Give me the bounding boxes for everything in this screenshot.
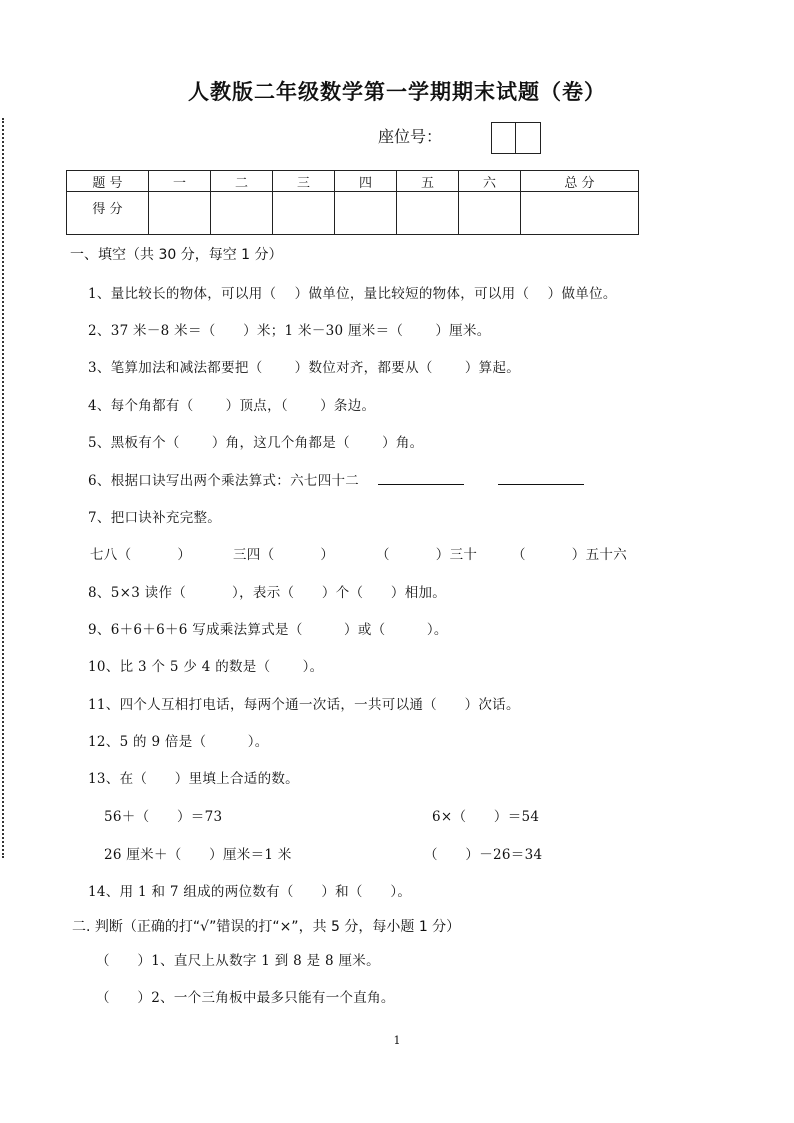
seat-box-1[interactable] xyxy=(491,122,516,154)
question-9: 9、6＋6＋6＋6 写成乘法算式是（ ）或（ ）。 xyxy=(88,622,448,638)
header-section-2: 二 xyxy=(211,171,273,192)
page-number: 1 xyxy=(393,1034,401,1047)
question-5: 5、黑板有个（ ）角，这几个角都是（ ）角。 xyxy=(88,435,424,451)
question-8: 8、5×3 读作（ ），表示（ ）个（ ）相加。 xyxy=(88,585,447,601)
score-cell-2[interactable] xyxy=(211,192,273,235)
question-7: 7、把口诀补充完整。 xyxy=(88,510,222,526)
q13-item-2: 6×（ ）＝54 xyxy=(432,809,540,825)
q7-item-3: （ ）三十 xyxy=(376,547,478,563)
header-total: 总 分 xyxy=(521,171,639,192)
header-section-1: 一 xyxy=(149,171,211,192)
header-section-5: 五 xyxy=(397,171,459,192)
judge-question-1: （ ）1、直尺上从数字 1 到 8 是 8 厘米。 xyxy=(96,953,380,969)
q7-item-2: 三四（ ） xyxy=(233,547,335,563)
score-table xyxy=(66,170,639,235)
score-label: 得 分 xyxy=(67,192,149,235)
answer-line-1[interactable] xyxy=(378,470,464,485)
score-cell-4[interactable] xyxy=(335,192,397,235)
page-title: 人教版二年级数学第一学期期末试题（卷） xyxy=(188,80,606,104)
header-section-6: 六 xyxy=(459,171,521,192)
question-2: 2、37 米－8 米＝（ ）米；1 米－30 厘米＝（ ）厘米。 xyxy=(88,323,491,339)
question-11: 11、四个人互相打电话，每两个通一次话，一共可以通（ ）次话。 xyxy=(88,697,520,713)
question-14: 14、用 1 和 7 组成的两位数有（ ）和（ ）。 xyxy=(88,884,412,900)
question-6 xyxy=(88,469,584,489)
score-table-score-row xyxy=(67,192,639,235)
question-6-text: 6、根据口诀写出两个乘法算式：六七四十二 xyxy=(88,473,360,489)
question-4: 4、每个角都有（ ）顶点，（ ）条边。 xyxy=(88,398,376,414)
section1-title: 一、填空（共 30 分，每空 1 分） xyxy=(70,247,283,263)
score-cell-6[interactable] xyxy=(459,192,521,235)
q7-item-4: （ ）五十六 xyxy=(512,547,627,563)
question-10: 10、比 3 个 5 少 4 的数是（ ）。 xyxy=(88,659,324,675)
answer-line-2[interactable] xyxy=(498,470,584,485)
section2-title: 二. 判断（正确的打“√”错误的打“×”，共 5 分，每小题 1 分） xyxy=(72,919,461,935)
score-cell-total[interactable] xyxy=(521,192,639,235)
q7-item-1: 七八（ ） xyxy=(90,547,192,563)
binding-dotted-line xyxy=(2,118,4,858)
score-cell-3[interactable] xyxy=(273,192,335,235)
score-cell-5[interactable] xyxy=(397,192,459,235)
question-13: 13、在（ ）里填上合适的数。 xyxy=(88,771,299,787)
q13-item-1: 56＋（ ）＝73 xyxy=(104,809,223,825)
q13-item-3: 26 厘米＋（ ）厘米＝1 米 xyxy=(104,847,292,863)
seat-number-boxes xyxy=(491,122,541,154)
score-cell-1[interactable] xyxy=(149,192,211,235)
q13-item-4: （ ）－26＝34 xyxy=(424,847,543,863)
judge-question-2: （ ）2、一个三角板中最多只能有一个直角。 xyxy=(96,990,395,1006)
seat-number-label: 座位号： xyxy=(378,127,443,146)
question-3: 3、笔算加法和减法都要把（ ）数位对齐，都要从（ ）算起。 xyxy=(88,360,521,376)
header-section-4: 四 xyxy=(335,171,397,192)
score-table-header-row xyxy=(67,171,639,192)
question-12: 12、5 的 9 倍是（ ）。 xyxy=(88,734,269,750)
header-question-number: 题 号 xyxy=(67,171,149,192)
seat-box-2[interactable] xyxy=(516,122,541,154)
header-section-3: 三 xyxy=(273,171,335,192)
question-1: 1、量比较长的物体，可以用（ ）做单位，量比较短的物体，可以用（ ）做单位。 xyxy=(88,286,617,302)
